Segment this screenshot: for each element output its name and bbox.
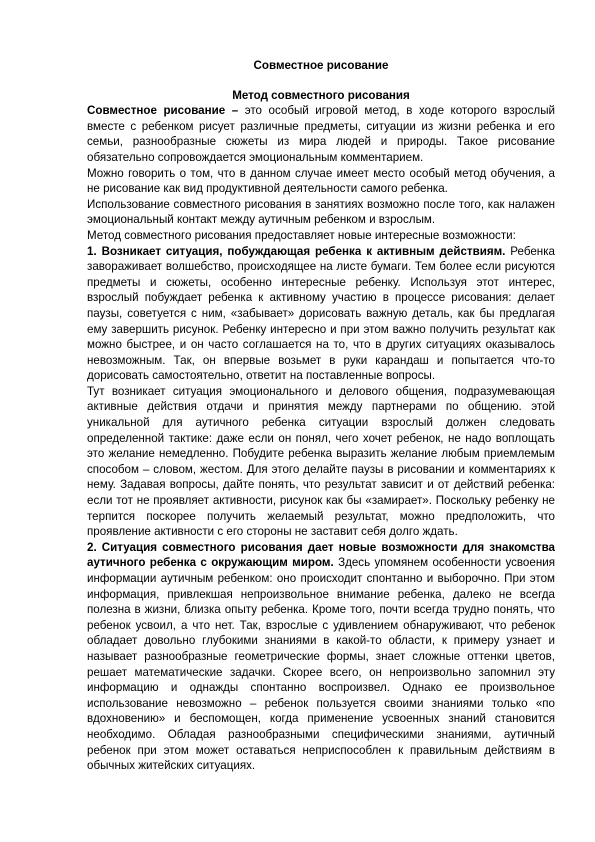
document-page [87,58,555,774]
intro-paragraph [87,103,555,165]
point-1-lead: 1. Возникает ситуация, побуждающая ребенка к активным действиям. [87,244,506,258]
paragraph-opportunities: Метод совместного рисования предоставляет новые интересные возможности: [87,228,516,242]
intro-text: это особый игровой метод, в ходе которого взрослый вместе с ребенком рисует различные предметы, ситуации из жизни ребенка и его семьи, разнообразные сюжеты из мира людей и природы. Такое рисование обязательно сопровождается эмоциональным комментарием. [87,104,555,164]
point-2-paragraph [87,540,555,774]
point-1-continuation: Тут возникает ситуация эмоционального и делового общения, подразумевающая активные действия отдачи и принятия между партнерами по общению. этой уникальной для аутичного ребенка ситуации взрослый должен следовать определенной тактике: даже если он понял, чего хочет ребенок, не надо воплощать это желание немедленно. Побудите ребенка выразить желание любым приемлемым способом – словом, жестом. Для этого делайте паузы в рисовании и комментариях к нему. Задавая вопросы, дайте понять, что результат зависит и от действий ребенка: если тот не проявляет активности, рисунок как бы «замирает». Поскольку ребенку не терпится поскорее получить желаемый результат, можно предположить, что проявление активности с его стороны не заставит себя долго ждать. [87,384,555,539]
document-title: Совместное рисование [253,59,389,72]
document-subtitle: Метод совместного рисования [232,88,410,102]
point-1-paragraph [87,244,555,384]
paragraph-usage: Использование совместного рисования в занятиях возможно после того, как налажен эмоциональный контакт между аутичным ребенком и взрослым. [87,197,555,227]
point-1-text: Ребенка завораживает волшебство, происходящее на листе бумаги. Тем более если рисуются предметы и сюжеты, особенно интересные ребенку. Используя этот интерес, взрослый побуждает ребенка к активному участию в процессе рисования: делает паузы, советуется с ним, «забывает» дорисовать важную деталь, как бы предлагая ему завершить рисунок. Ребенку интересно и при этом важно получить результат как можно быстрее, и он часто соглашается на то, что в других ситуациях оказывалось невозможным. Так, он впервые возьмет в руки карандаш и попытается что-то дорисовать самостоятельно, ответит на поставленные вопросы. [87,244,555,383]
intro-lead: Совместное рисование – [87,104,239,118]
paragraph-method: Можно говорить о том, что в данном случае имеет место особый метод обучения, а не рисование как вид продуктивной деятельности самого ребенка. [87,166,555,196]
point-2-lead: 2. Ситуация совместного рисования дает новые возможности для знакомства аутичного ребенка с окружающим миром. [87,540,555,570]
point-2-text: Здесь упомянем особенности усвоения информации аутичным ребенком: оно происходит спонтанно и выборочно. При этом информация, привлекшая непроизвольное внимание ребенка, далеко не всегда полезна в жизни, близка опыту ребенка. Кроме того, почти всегда трудно понять, что ребенок усвоил, а что нет. Так, взрослые с удивлением обнаруживают, что ребенок обладает довольно глубокими знаниями в какой-то области, к примеру узнает и называет разнообразные геометрические формы, знает сложные оттенки цветов, решает математические задачки. Скорее всего, он непроизвольно запомнил эту информацию и однажды спонтанно воспроизвел. Однако ее произвольное использование невозможно – ребенок пользуется своими знаниями только «по вдохновению» и беспомощен, когда применение усвоенных знаний становится необходимо. Обладая разнообразными специфическими знаниями, аутичный ребенок при этом может оставаться неприспособлен к правильным действиям в обычных житейских ситуациях. [87,556,555,773]
